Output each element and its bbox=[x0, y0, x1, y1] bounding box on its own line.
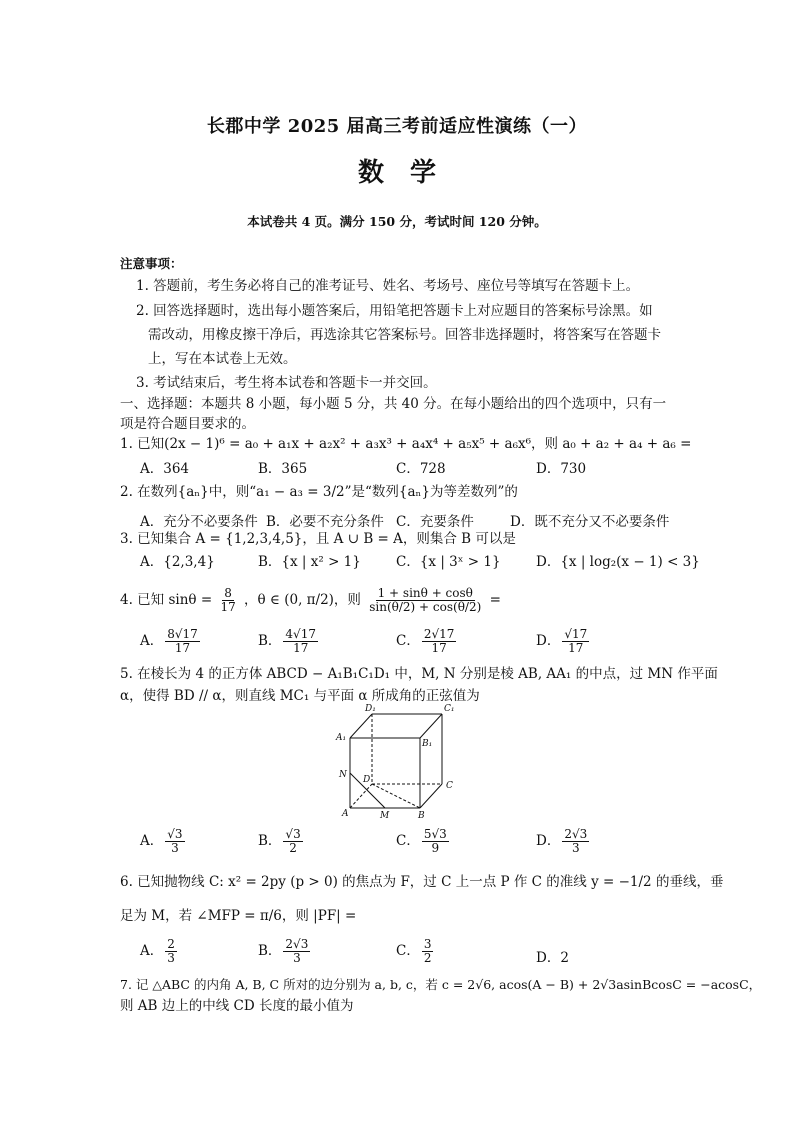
edge-b-c bbox=[420, 784, 442, 808]
label-c: C bbox=[446, 781, 453, 791]
q4-option-b-value bbox=[283, 628, 318, 655]
subject-title: 数学 bbox=[357, 158, 462, 188]
diag-d-b-hidden bbox=[372, 784, 420, 808]
q5-option-c-num: 5√3 bbox=[423, 827, 447, 841]
q4-option-b bbox=[258, 628, 320, 655]
q4-option-c-den: 17 bbox=[431, 641, 447, 655]
q1-option-b: B．365 bbox=[258, 461, 308, 477]
q4-option-c-label: C． bbox=[396, 633, 420, 649]
q5-option-d-num: 2√3 bbox=[564, 827, 588, 841]
notice-item-2-cont2: 上，写在本试卷上无效。 bbox=[148, 351, 297, 367]
q4-option-d-value bbox=[562, 628, 589, 655]
label-d: D bbox=[363, 775, 371, 785]
q3-option-d: D．{x | log₂(x − 1) < 3} bbox=[536, 554, 700, 570]
q5-stem-line2: α，使得 BD // α，则直线 MC₁ 与平面 α 所成角的正弦值为 bbox=[120, 688, 480, 704]
q4-option-a-den: 17 bbox=[174, 641, 191, 655]
label-c1: C₁ bbox=[444, 704, 455, 714]
q4-sin-den: 17 bbox=[220, 600, 236, 614]
q5-option-d bbox=[536, 828, 591, 855]
q4-option-a-num: 8√17 bbox=[167, 627, 198, 641]
q5-option-d-label: D． bbox=[536, 833, 561, 849]
q6-option-c-num: 3 bbox=[423, 937, 432, 951]
label-d1: D₁ bbox=[365, 704, 376, 714]
label-a: A bbox=[342, 809, 349, 819]
q6-option-a-value bbox=[165, 938, 177, 965]
section-1-intro: 一、选择题：本题共 8 小题，每小题 5 分，共 40 分。在每小题给出的四个选项中，只有一 bbox=[120, 396, 667, 412]
q1-option-a: A．364 bbox=[140, 461, 190, 477]
q6-stem-line2: 足为 M，若 ∠MFP = π/6，则 |PF| = bbox=[120, 908, 357, 924]
edge-a-d-hidden bbox=[350, 784, 372, 808]
q5-option-b-label: B． bbox=[258, 833, 282, 849]
q5-option-a-den: 3 bbox=[171, 841, 179, 855]
q7-stem-line1: 7. 记 △ABC 的内角 A, B, C 所对的边分别为 a, b, c，若 c = 2√6, acos(A − B) + 2√3asinBcosC = −acosC， bbox=[120, 977, 762, 992]
q4-option-d-label: D． bbox=[536, 633, 561, 649]
q3-option-b: B．{x | x² > 1} bbox=[258, 554, 361, 570]
q4-sin-num: 8 bbox=[224, 586, 232, 600]
q6-option-b-value bbox=[283, 938, 310, 965]
q2-option-d: D．既不充分又不必要条件 bbox=[510, 514, 670, 530]
q3-option-a: A．{2,3,4} bbox=[140, 554, 215, 570]
q6-option-a-den: 3 bbox=[167, 951, 175, 965]
q5-stem-line1: 5. 在棱长为 4 的正方体 ABCD − A₁B₁C₁D₁ 中，M, N 分别是棱 AB, AA₁ 的中点，过 MN 作平面 bbox=[120, 666, 718, 682]
q5-option-b bbox=[258, 828, 305, 855]
q4-option-c bbox=[396, 628, 458, 655]
q6-option-b bbox=[258, 938, 312, 965]
q4-option-b-num: 4√17 bbox=[285, 627, 316, 641]
q5-option-b-num: √3 bbox=[285, 827, 301, 841]
q1-option-d: D．730 bbox=[536, 461, 587, 477]
edge-b1-c1 bbox=[420, 714, 442, 738]
q6-option-d: D．2 bbox=[536, 950, 569, 966]
notice-item-2-cont: 需改动，用橡皮擦干净后，再选涂其它答案标号。回答非选择题时，将答案写在答题卡 bbox=[148, 327, 661, 343]
notice-item-2: 2. 回答选择题时，选出每小题答案后，用铅笔把答题卡上对应题目的答案标号涂黑。如 bbox=[136, 303, 653, 319]
q6-option-c-den: 2 bbox=[423, 951, 432, 965]
q6-option-a-label: A． bbox=[140, 943, 164, 959]
q1-option-c: C．728 bbox=[396, 461, 446, 477]
q4-sin-fraction bbox=[218, 587, 237, 614]
notice-heading: 注意事项： bbox=[120, 256, 183, 271]
q1-stem: 1. 已知(2x − 1)⁶ = a₀ + a₁x + a₂x² + a₃x³ + a₄x⁴ + a₅x⁵ + a₆x⁶，则 a₀ + a₂ + a₄ + a₆ = bbox=[120, 436, 692, 452]
q4-expression bbox=[367, 587, 483, 614]
q4-option-d-num: √17 bbox=[564, 627, 588, 641]
q2-option-b: B．必要不充分条件 bbox=[266, 514, 384, 530]
q4-stem-b: ，θ ∈ (0, π/2)，则 bbox=[244, 592, 361, 608]
q5-option-c-value bbox=[422, 828, 449, 855]
edge-a1-d1 bbox=[350, 714, 372, 738]
q4-stem bbox=[120, 583, 501, 617]
q5-option-a-label: A． bbox=[140, 833, 164, 849]
q4-stem-c: = bbox=[489, 592, 501, 608]
q4-option-c-value bbox=[422, 628, 457, 655]
q4-option-b-label: B． bbox=[258, 633, 282, 649]
label-b: B bbox=[418, 811, 425, 820]
q5-option-c bbox=[396, 828, 451, 855]
q2-option-c: C．充要条件 bbox=[396, 514, 474, 530]
q6-option-c-value bbox=[422, 938, 434, 965]
q4-expr-num: 1 + sinθ + cosθ bbox=[377, 586, 473, 600]
q7-stem-line2: 则 AB 边上的中线 CD 长度的最小值为 bbox=[120, 998, 354, 1014]
q3-option-c: C．{x | 3ˣ > 1} bbox=[396, 554, 501, 570]
q6-stem-line1: 6. 已知抛物线 C: x² = 2py (p > 0) 的焦点为 F，过 C 上一点 P 作 C 的准线 y = −1/2 的垂线，垂 bbox=[120, 874, 724, 890]
q5-option-c-label: C． bbox=[396, 833, 420, 849]
q6-option-b-label: B． bbox=[258, 943, 282, 959]
exam-info: 本试卷共 4 页。满分 150 分，考试时间 120 分钟。 bbox=[247, 214, 547, 229]
q6-option-a-num: 2 bbox=[167, 937, 175, 951]
q6-option-b-num: 2√3 bbox=[285, 937, 309, 951]
notice-item-3: 3. 考试结束后，考生将本试卷和答题卡一并交回。 bbox=[136, 375, 437, 391]
q6-option-c bbox=[396, 938, 435, 965]
label-m: M bbox=[380, 811, 390, 820]
exam-title: 长郡中学 2025 届高三考前适应性演练（一） bbox=[206, 116, 588, 137]
q5-option-d-value bbox=[562, 828, 589, 855]
label-a1: A₁ bbox=[336, 733, 347, 743]
q5-option-b-den: 2 bbox=[289, 841, 297, 855]
q5-option-a-value bbox=[165, 828, 184, 855]
q5-option-d-den: 3 bbox=[571, 841, 580, 855]
q2-option-a: A．充分不必要条件 bbox=[140, 514, 258, 530]
section-1-intro-cont: 项是符合题目要求的。 bbox=[120, 416, 255, 432]
q5-option-a bbox=[140, 828, 187, 855]
q5-option-b-value bbox=[283, 828, 302, 855]
notice-item-1: 1. 答题前，考生务必将自己的准考证号、姓名、考场号、座位号等填写在答题卡上。 bbox=[136, 278, 640, 294]
q6-option-b-den: 3 bbox=[293, 951, 301, 965]
q4-option-c-num: 2√17 bbox=[423, 627, 455, 641]
q6-option-a bbox=[140, 938, 179, 965]
label-n: N bbox=[339, 770, 347, 780]
q3-stem: 3. 已知集合 A = {1,2,3,4,5}，且 A ∪ B = A，则集合 B 可以是 bbox=[120, 531, 516, 547]
q4-option-a-value bbox=[165, 628, 200, 655]
label-b1: B₁ bbox=[422, 739, 433, 749]
q4-option-d bbox=[536, 628, 591, 655]
q4-stem-a: 4. 已知 sinθ = bbox=[120, 592, 213, 608]
q4-option-a-label: A． bbox=[140, 633, 164, 649]
q4-option-a bbox=[140, 628, 202, 655]
q4-option-b-den: 17 bbox=[293, 641, 309, 655]
q2-stem: 2. 在数列{aₙ}中，则“a₁ − a₃ = 3/2”是“数列{aₙ}为等差数列”的 bbox=[120, 484, 518, 500]
q5-option-c-den: 9 bbox=[431, 841, 440, 855]
q5-option-a-num: √3 bbox=[167, 827, 183, 841]
q4-expr-den: sin(θ/2) + cos(θ/2) bbox=[369, 600, 482, 614]
q6-option-c-label: C． bbox=[396, 943, 420, 959]
q4-option-d-den: 17 bbox=[568, 641, 584, 655]
cube-figure bbox=[332, 700, 462, 820]
